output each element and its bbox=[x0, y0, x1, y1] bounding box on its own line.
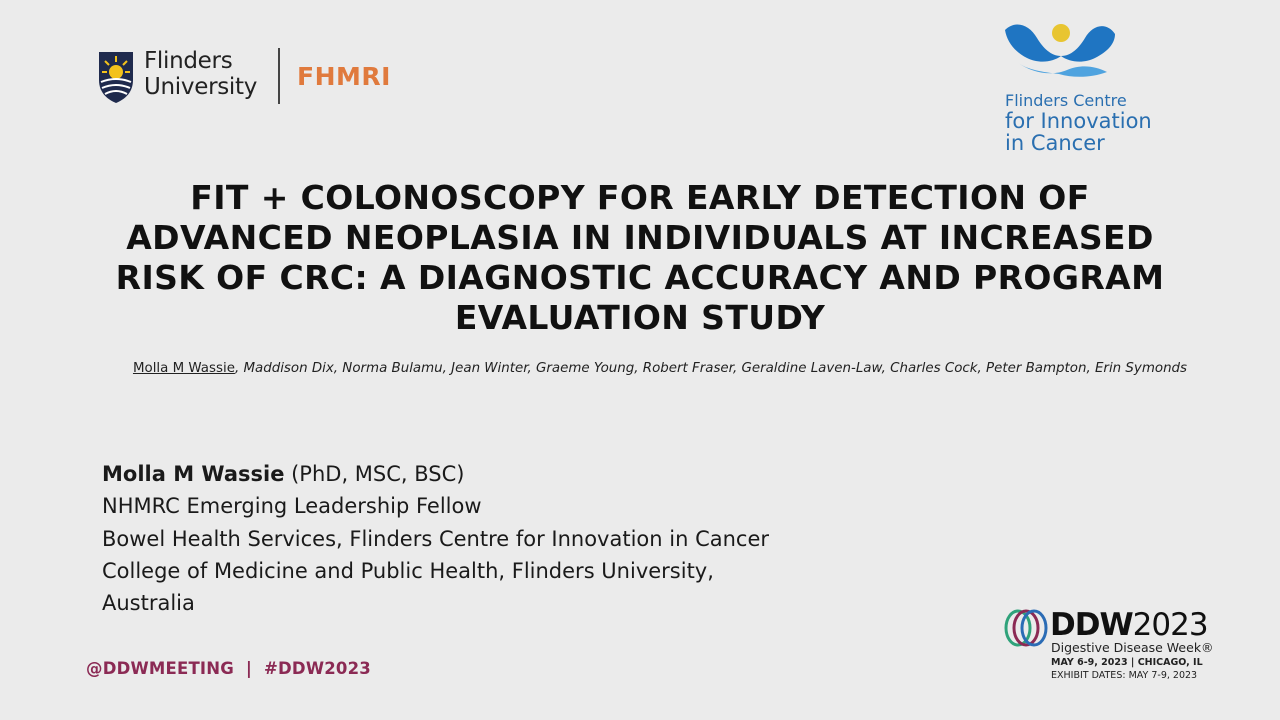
presenter-name-line bbox=[102, 458, 769, 490]
title-line4: EVALUATION STUDY bbox=[454, 298, 826, 337]
fcic-wave-icon bbox=[1003, 16, 1118, 78]
author-presenter: Molla M Wassie bbox=[132, 361, 235, 376]
logo-divider bbox=[278, 48, 280, 104]
social-handles: @DDWMEETING | #DDW2023 bbox=[86, 659, 371, 678]
ddw-rings-icon bbox=[1004, 608, 1048, 648]
presenter-role: NHMRC Emerging Leadership Fellow bbox=[102, 494, 482, 519]
flinders-fhmri-logo bbox=[97, 48, 417, 110]
presenter-degrees: (PhD, MSC, BSC) bbox=[284, 462, 465, 486]
ddw-prefix: DDW bbox=[1050, 607, 1133, 643]
title-line2: ADVANCED NEOPLASIA IN INDIVIDUALS AT INCREASED bbox=[126, 218, 1154, 257]
title-line1: FIT + COLONOSCOPY FOR EARLY DETECTION OF bbox=[190, 178, 1090, 217]
fcic-line3: in Cancer bbox=[1005, 131, 1105, 155]
ddw-dates: MAY 6-9, 2023 | CHICAGO, IL bbox=[1051, 657, 1203, 668]
presenter-unit: Bowel Health Services, Flinders Centre for Innovation in Cancer bbox=[102, 526, 770, 551]
flinders-line1: Flinders bbox=[144, 48, 233, 74]
ddw-logo bbox=[1004, 606, 1234, 686]
ddw-exhibit-dates: EXHIBIT DATES: MAY 7-9, 2023 bbox=[1051, 670, 1198, 681]
ddw-year: 2023 bbox=[1132, 607, 1208, 643]
ddw-wordmark bbox=[1050, 606, 1208, 644]
author-list bbox=[40, 361, 1280, 376]
fcic-logo bbox=[1003, 16, 1203, 166]
flinders-line2: University bbox=[144, 74, 258, 100]
author-others: , Maddison Dix, Norma Bulamu, Jean Winter, Graeme Young, Robert Fraser, Geraldine Laven-Law, Charles Cock, Peter Bampton, Erin Symonds bbox=[234, 361, 1188, 376]
fcic-line1: Flinders Centre bbox=[1005, 91, 1127, 110]
presenter-name: Molla M Wassie bbox=[102, 462, 285, 486]
slide-title bbox=[60, 178, 1220, 338]
flinders-wordmark bbox=[144, 48, 257, 100]
fcic-line2: for Innovation bbox=[1005, 109, 1152, 133]
title-line3: RISK OF CRC: A DIAGNOSTIC ACCURACY AND PROGRAM bbox=[115, 258, 1165, 297]
ddw-subtitle: Digestive Disease Week® bbox=[1051, 640, 1214, 655]
flinders-shield-icon bbox=[97, 50, 135, 104]
fcic-wordmark bbox=[1005, 92, 1152, 154]
presenter-country: Australia bbox=[102, 591, 195, 616]
presenter-college: College of Medicine and Public Health, Flinders University, bbox=[102, 558, 714, 583]
fhmri-wordmark: FHMRI bbox=[297, 62, 391, 91]
presenter-details bbox=[102, 458, 769, 619]
